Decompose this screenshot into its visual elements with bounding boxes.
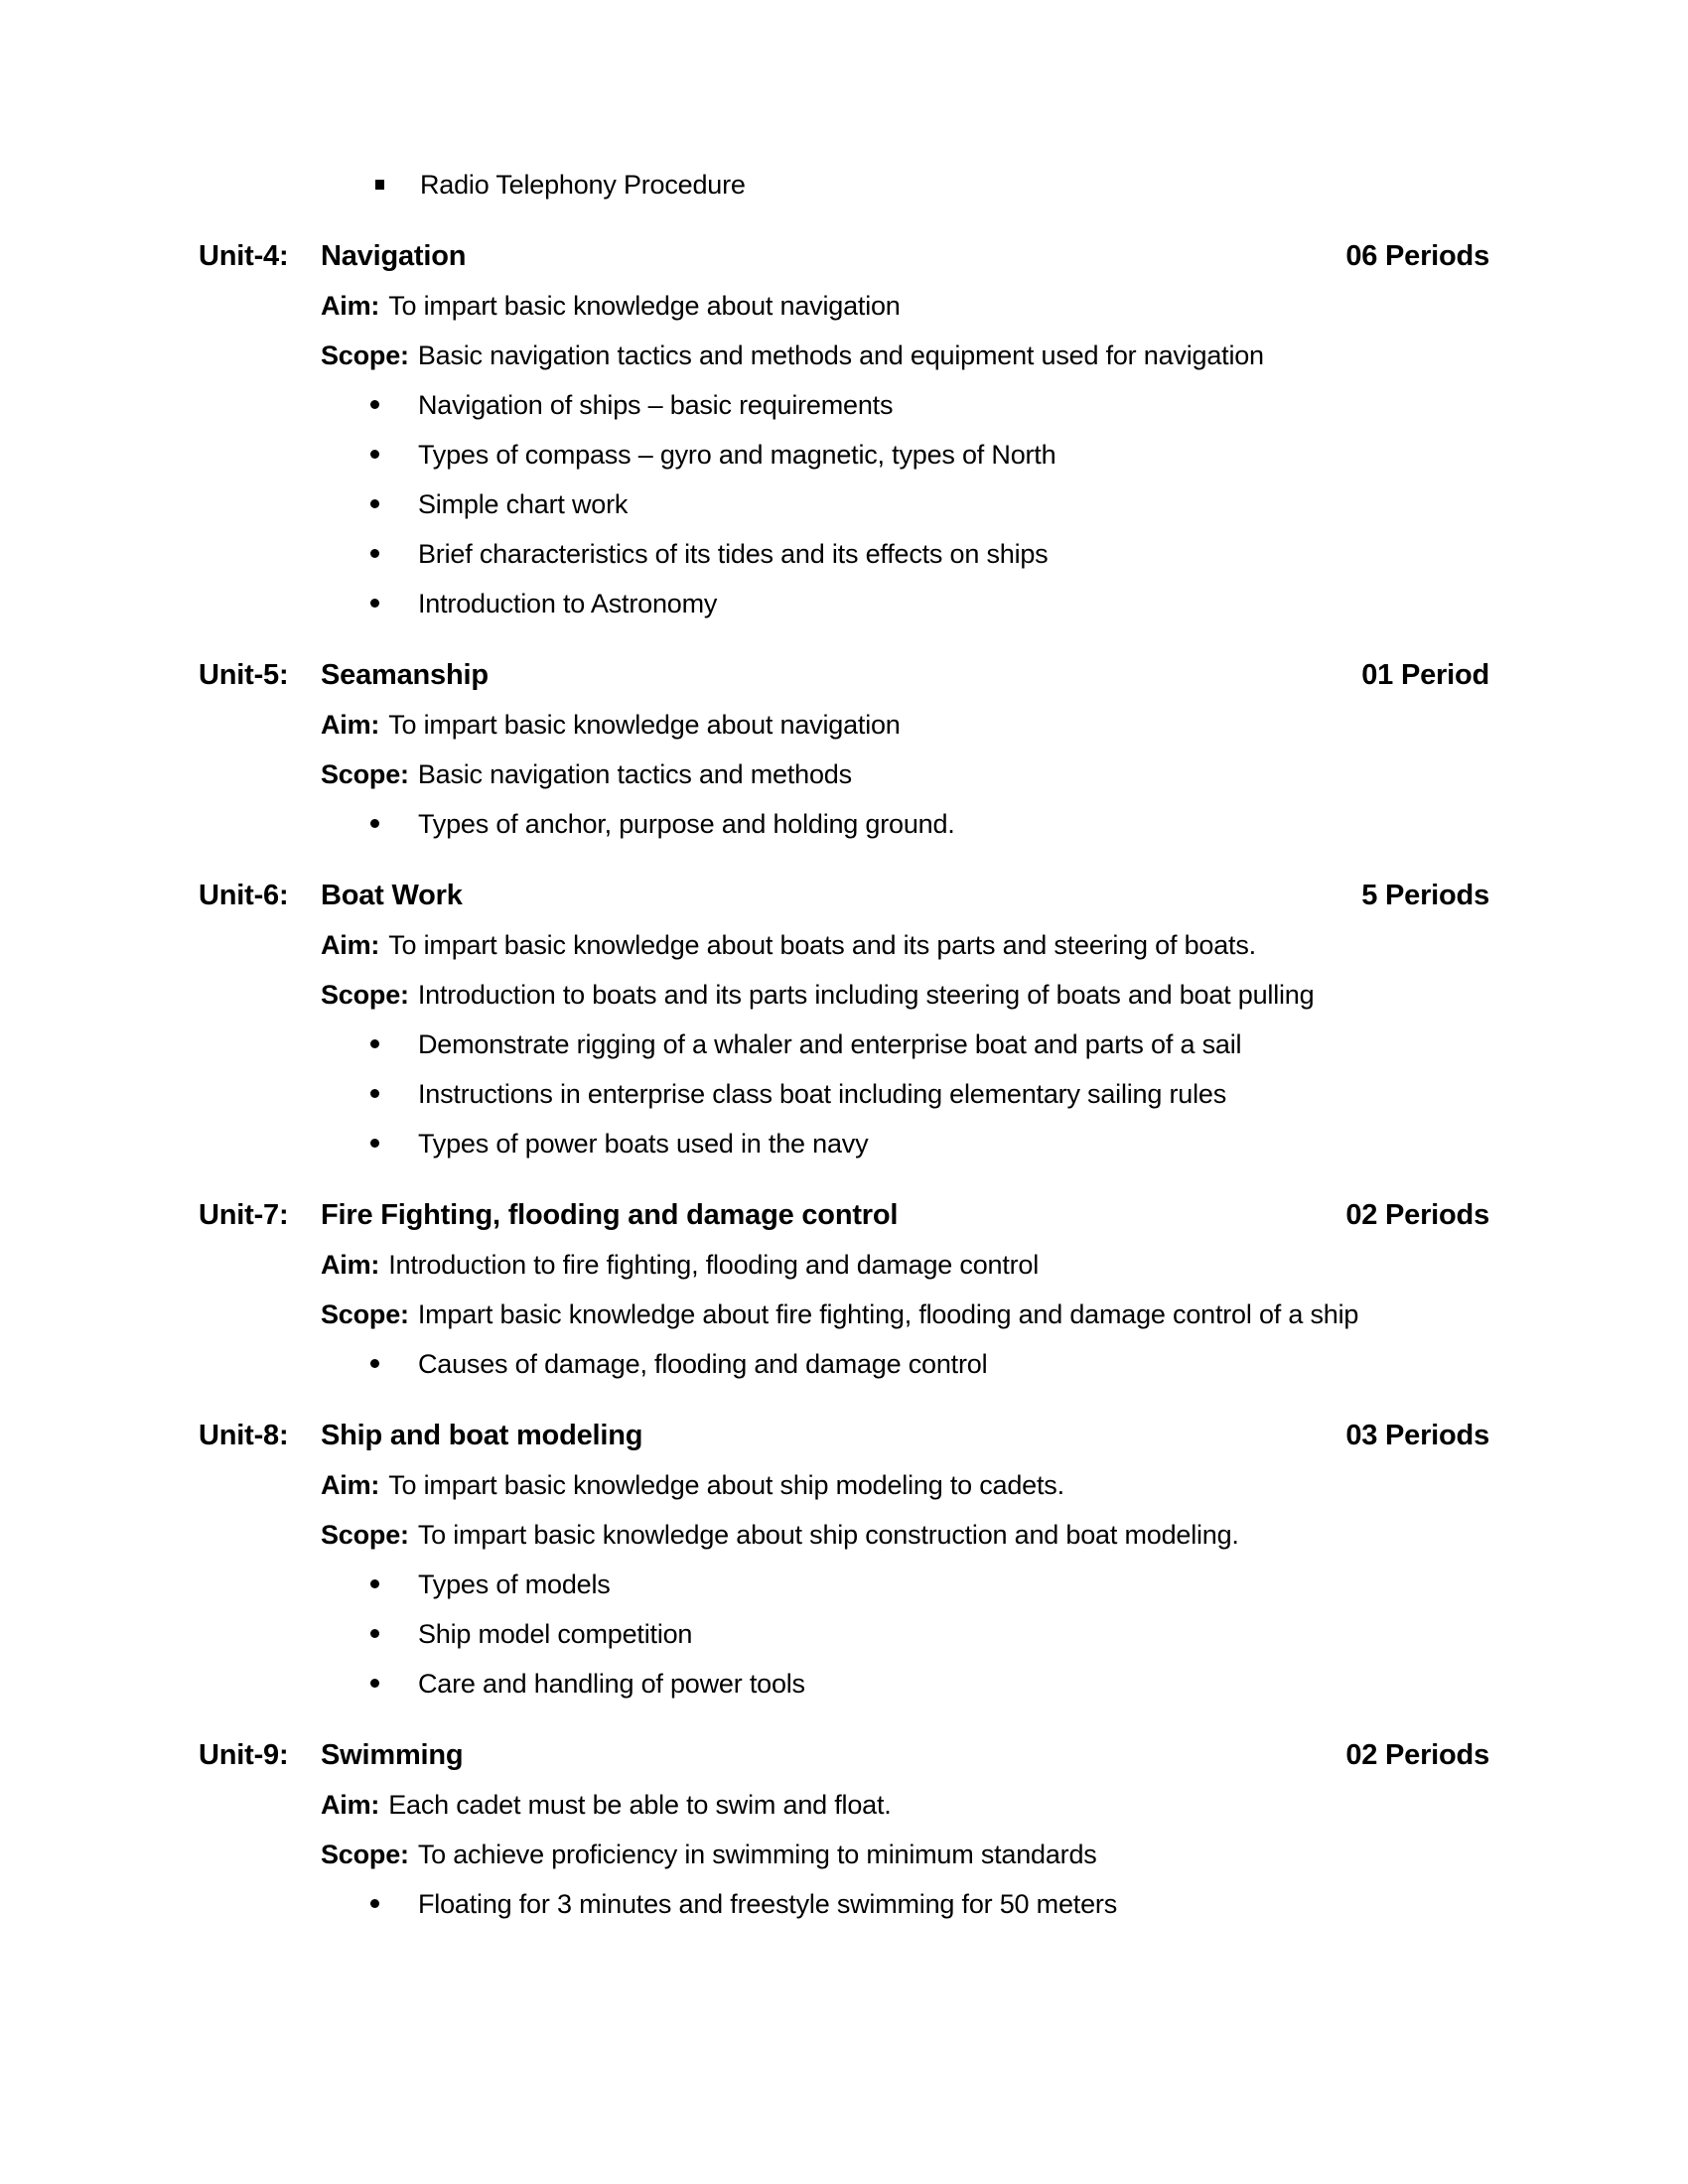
unit-id: Unit-8: (199, 1420, 289, 1451)
aim-text: To impart basic knowledge about boats and its parts and steering of boats. (388, 930, 1256, 960)
bullet-text: Types of models (418, 1570, 611, 1599)
list-item (370, 437, 1489, 473)
unit-heading (199, 1197, 1489, 1233)
square-bullet-icon (375, 180, 384, 190)
unit-title: Boat Work (321, 880, 463, 911)
aim-label: Aim: (321, 291, 380, 321)
round-bullet-icon (370, 400, 379, 409)
unit-bullet-list (199, 387, 1489, 621)
list-item (370, 586, 1489, 621)
list-item (370, 486, 1489, 522)
unit-periods: 01 Period (1361, 659, 1489, 691)
bullet-text: Introduction to Astronomy (418, 589, 718, 618)
unit-periods: 06 Periods (1345, 240, 1489, 272)
round-bullet-icon (370, 549, 379, 558)
aim-label: Aim: (321, 930, 380, 960)
unit-heading (199, 878, 1489, 913)
round-bullet-icon (370, 499, 379, 508)
unit-title: Navigation (321, 240, 467, 272)
scope-text: To impart basic knowledge about ship construction and boat modeling. (417, 1520, 1239, 1550)
list-item (370, 167, 1489, 203)
scope-label: Scope: (321, 1840, 409, 1869)
scope-label: Scope: (321, 1520, 409, 1550)
aim-text: Introduction to fire fighting, flooding and damage control (388, 1250, 1040, 1280)
round-bullet-icon (370, 1139, 379, 1148)
scope-text: Basic navigation tactics and methods (417, 759, 852, 789)
aim-line (321, 707, 1489, 743)
unit-bullet-list (199, 1886, 1489, 1922)
round-bullet-icon (370, 1579, 379, 1588)
unit-section-5 (199, 657, 1489, 842)
list-item (370, 1076, 1489, 1112)
list-item (370, 806, 1489, 842)
aim-line (321, 1787, 1489, 1823)
unit-bullet-list (199, 1346, 1489, 1382)
aim-label: Aim: (321, 1790, 380, 1820)
unit-periods: 02 Periods (1345, 1199, 1489, 1231)
unit-section-9 (199, 1737, 1489, 1922)
round-bullet-icon (370, 450, 379, 459)
scope-text: Basic navigation tactics and methods and equipment used for navigation (417, 341, 1264, 370)
unit-id: Unit-5: (199, 659, 289, 691)
unit-id: Unit-9: (199, 1739, 289, 1771)
bullet-text: Ship model competition (418, 1619, 693, 1649)
round-bullet-icon (370, 1679, 379, 1688)
list-item (370, 1616, 1489, 1652)
round-bullet-icon (370, 1359, 379, 1368)
aim-label: Aim: (321, 1470, 380, 1500)
scope-line (321, 1297, 1489, 1332)
bullet-text: Causes of damage, flooding and damage control (418, 1349, 988, 1379)
unit-id: Unit-7: (199, 1199, 289, 1231)
scope-label: Scope: (321, 341, 409, 370)
scope-label: Scope: (321, 1299, 409, 1329)
unit-title: Swimming (321, 1739, 464, 1771)
unit-title: Fire Fighting, flooding and damage control (321, 1199, 899, 1231)
bullet-text: Types of power boats used in the navy (418, 1129, 869, 1159)
unit-heading (199, 1737, 1489, 1773)
aim-label: Aim: (321, 1250, 380, 1280)
unit-heading (199, 1418, 1489, 1453)
scope-line (321, 977, 1489, 1013)
scope-label: Scope: (321, 980, 409, 1010)
list-item (370, 536, 1489, 572)
aim-label: Aim: (321, 710, 380, 740)
round-bullet-icon (370, 1899, 379, 1908)
aim-text: To impart basic knowledge about navigation (388, 710, 901, 740)
aim-text: To impart basic knowledge about navigation (388, 291, 901, 321)
round-bullet-icon (370, 819, 379, 828)
unit-id: Unit-6: (199, 880, 289, 911)
list-item (370, 1666, 1489, 1702)
bullet-text: Types of anchor, purpose and holding ground. (418, 809, 955, 839)
leading-bullet-list (199, 167, 1489, 203)
bullet-text: Simple chart work (418, 489, 629, 519)
bullet-text: Brief characteristics of its tides and its effects on ships (418, 539, 1049, 569)
unit-id: Unit-4: (199, 240, 289, 272)
bullet-text: Floating for 3 minutes and freestyle swimming for 50 meters (418, 1889, 1117, 1919)
list-item (370, 1886, 1489, 1922)
bullet-text: Radio Telephony Procedure (420, 170, 746, 200)
unit-section-8 (199, 1418, 1489, 1702)
scope-text: To achieve proficiency in swimming to minimum standards (417, 1840, 1097, 1869)
scope-line (321, 1837, 1489, 1872)
round-bullet-icon (370, 1089, 379, 1098)
unit-section-4 (199, 238, 1489, 621)
unit-section-7 (199, 1197, 1489, 1382)
aim-line (321, 288, 1489, 324)
aim-line (321, 1247, 1489, 1283)
scope-line (321, 338, 1489, 373)
unit-bullet-list (199, 1567, 1489, 1702)
unit-heading (199, 238, 1489, 274)
scope-text: Introduction to boats and its parts including steering of boats and boat pulling (417, 980, 1315, 1010)
list-item (370, 387, 1489, 423)
bullet-text: Types of compass – gyro and magnetic, types of North (418, 440, 1056, 470)
list-item (370, 1567, 1489, 1602)
bullet-text: Demonstrate rigging of a whaler and enterprise boat and parts of a sail (418, 1029, 1242, 1059)
round-bullet-icon (370, 599, 379, 608)
unit-periods: 03 Periods (1345, 1420, 1489, 1451)
list-item (370, 1346, 1489, 1382)
unit-title: Ship and boat modeling (321, 1420, 643, 1451)
bullet-text: Care and handling of power tools (418, 1669, 805, 1699)
scope-label: Scope: (321, 759, 409, 789)
unit-periods: 5 Periods (1361, 880, 1489, 911)
list-item (370, 1026, 1489, 1062)
round-bullet-icon (370, 1039, 379, 1048)
unit-title: Seamanship (321, 659, 489, 691)
scope-text: Impart basic knowledge about fire fighting, flooding and damage control of a ship (417, 1299, 1359, 1329)
scope-line (321, 756, 1489, 792)
bullet-text: Instructions in enterprise class boat including elementary sailing rules (418, 1079, 1227, 1109)
round-bullet-icon (370, 1629, 379, 1638)
list-item (370, 1126, 1489, 1161)
bullet-text: Navigation of ships – basic requirements (418, 390, 894, 420)
aim-line (321, 1467, 1489, 1503)
unit-bullet-list (199, 1026, 1489, 1161)
aim-line (321, 927, 1489, 963)
unit-section-6 (199, 878, 1489, 1161)
unit-bullet-list (199, 806, 1489, 842)
aim-text: To impart basic knowledge about ship modeling to cadets. (388, 1470, 1064, 1500)
scope-line (321, 1517, 1489, 1553)
unit-heading (199, 657, 1489, 693)
unit-periods: 02 Periods (1345, 1739, 1489, 1771)
aim-text: Each cadet must be able to swim and float. (388, 1790, 892, 1820)
